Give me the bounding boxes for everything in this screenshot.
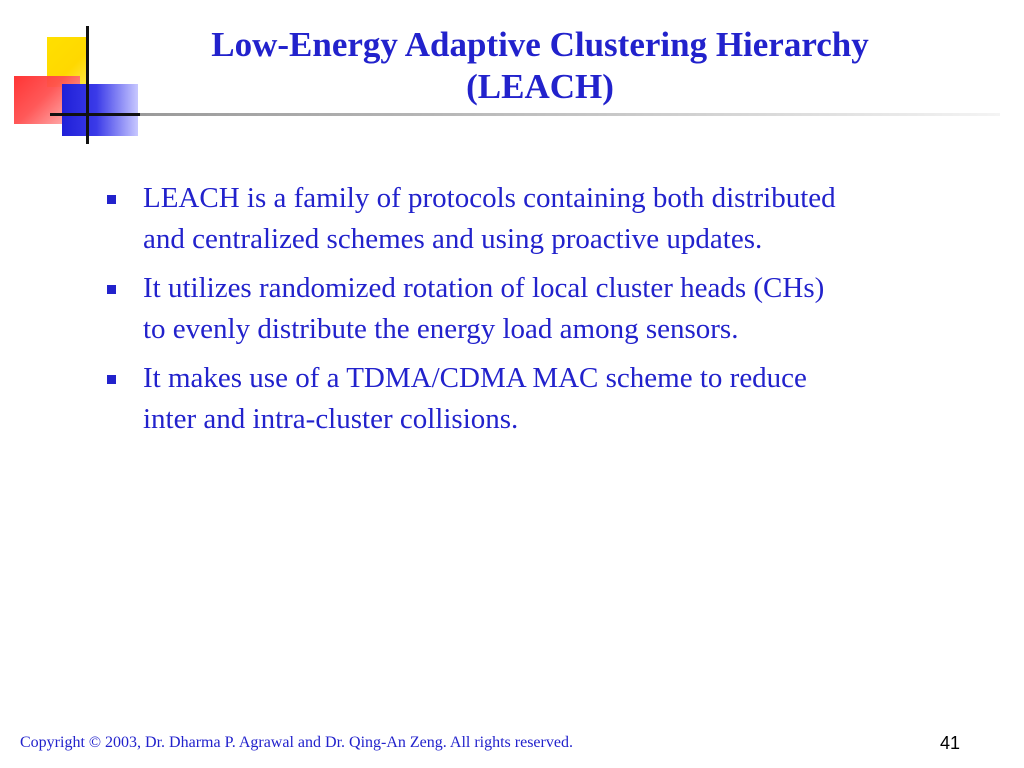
bullet-text-line: LEACH is a family of protocols containing both distributed — [143, 182, 836, 214]
square-bullet-icon — [107, 195, 116, 204]
bullet-text-line: inter and intra-cluster collisions. — [143, 403, 519, 435]
bullet-item — [104, 358, 974, 440]
bullet-list — [104, 178, 974, 448]
square-bullet-icon — [107, 285, 116, 294]
square-bullet-icon — [107, 375, 116, 384]
bullet-text-line: and centralized schemes and using proactive updates. — [143, 223, 763, 255]
bullet-item — [104, 178, 974, 260]
title-underline-rule — [140, 113, 1000, 116]
slide-title — [150, 24, 930, 108]
slide-title-line: Low-Energy Adaptive Clustering Hierarchy — [211, 25, 869, 64]
blue-square-decoration — [62, 84, 138, 136]
vertical-rule-decoration — [86, 26, 89, 144]
bullet-item — [104, 268, 974, 350]
slide-title-line: (LEACH) — [466, 67, 614, 106]
bullet-text-line: It makes use of a TDMA/CDMA MAC scheme to reduce — [143, 362, 807, 394]
decorative-logo-blocks — [0, 0, 170, 150]
bullet-text-line: It utilizes randomized rotation of local cluster heads (CHs) — [143, 272, 825, 304]
page-number: 41 — [939, 733, 961, 753]
horizontal-rule-decoration — [50, 113, 144, 116]
bullet-text-line: to evenly distribute the energy load among sensors. — [143, 313, 739, 345]
copyright-footer: Copyright © 2003, Dr. Dharma P. Agrawal and Dr. Qing-An Zeng. All rights reserved. — [20, 734, 573, 751]
